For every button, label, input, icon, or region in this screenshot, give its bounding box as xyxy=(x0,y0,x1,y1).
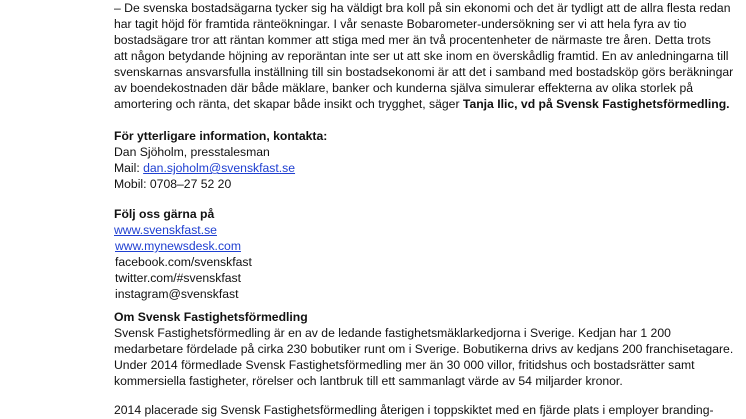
about-line: kommersiella fastigheter, rörelser och lantbruk till ett sammanlagt värde av 54 miljarder kronor. xyxy=(114,374,623,388)
quote-speaker: Tanja Ilic, vd på Svensk Fastighetsförmedling. xyxy=(462,97,730,111)
contact-name: Dan Sjöholm, presstalesman xyxy=(114,145,270,159)
twitter-handle: twitter.com/#svenskfast xyxy=(115,271,241,285)
quote-line: – De svenska bostadsägarna tycker sig ha väldigt bra koll på sin ekonomi och det är tydligt att de allra flesta redan xyxy=(114,1,731,15)
about-line: Svensk Fastighetsförmedling är en av de ledande fastighetsmäklarkedjorna i Sverige. Kedjan har 1 200 xyxy=(114,326,671,340)
quote-last-line xyxy=(114,96,730,112)
quote-line: att någon betydande höjning av reporäntan inte ser ut att ske inom en överskådlig framtid. En av anledningarna till xyxy=(114,49,729,63)
quote-line: har tagit höjd för framtida ränteökningar. I vår senaste Bobarometer-undersökning ser vi att hela fyra av tio xyxy=(114,17,687,31)
about-line: medarbetare fördelade på cirka 230 bobutiker runt om i Sverige. Bobutikerna drivs av kedjans 200 franchisetagare. xyxy=(114,342,734,356)
quote-line: svenskarnas ansvarsfulla inställning till sin bostadsekonomi är att det i samband med bostadsköp görs beräkningar xyxy=(114,65,734,79)
contact-mail-row xyxy=(114,160,295,176)
facebook-handle: facebook.com/svenskfast xyxy=(115,255,252,269)
website-link[interactable]: www.svenskfast.se xyxy=(114,223,217,237)
about-next-line: 2014 placerade sig Svensk Fastighetsförmedling återigen i toppskiktet med en fjärde plats i employer branding- xyxy=(114,403,714,417)
quote-line: av boendekostnaden där både mäklare, banker och kunderna själva simulerar effekterna av olika storlek på xyxy=(114,81,694,95)
about-heading: Om Svensk Fastighetsförmedling xyxy=(114,310,308,324)
contact-heading: För ytterligare information, kontakta: xyxy=(114,129,328,143)
quote-last-line-text: amortering och ränta, det skapar både insikt och trygghet, säger xyxy=(114,97,463,111)
about-line: Under 2014 förmedlade Svensk Fastighetsförmedling mer än 30 000 villor, fritidshus och bostadsrätter samt xyxy=(114,358,695,372)
instagram-handle: instagram@svenskfast xyxy=(115,287,239,301)
quote-line: bostadsägare tror att räntan kommer att stiga med mer än två procentenheter de närmaste tre åren. Detta trots xyxy=(114,33,711,47)
newsdesk-link[interactable]: www.mynewsdesk.com xyxy=(115,239,241,253)
contact-mobile: Mobil: 0708–27 52 20 xyxy=(114,177,232,191)
contact-mail-label: Mail: xyxy=(114,161,144,175)
contact-mail-link[interactable]: dan.sjoholm@svenskfast.se xyxy=(143,161,296,175)
follow-heading: Följ oss gärna på xyxy=(114,207,215,221)
